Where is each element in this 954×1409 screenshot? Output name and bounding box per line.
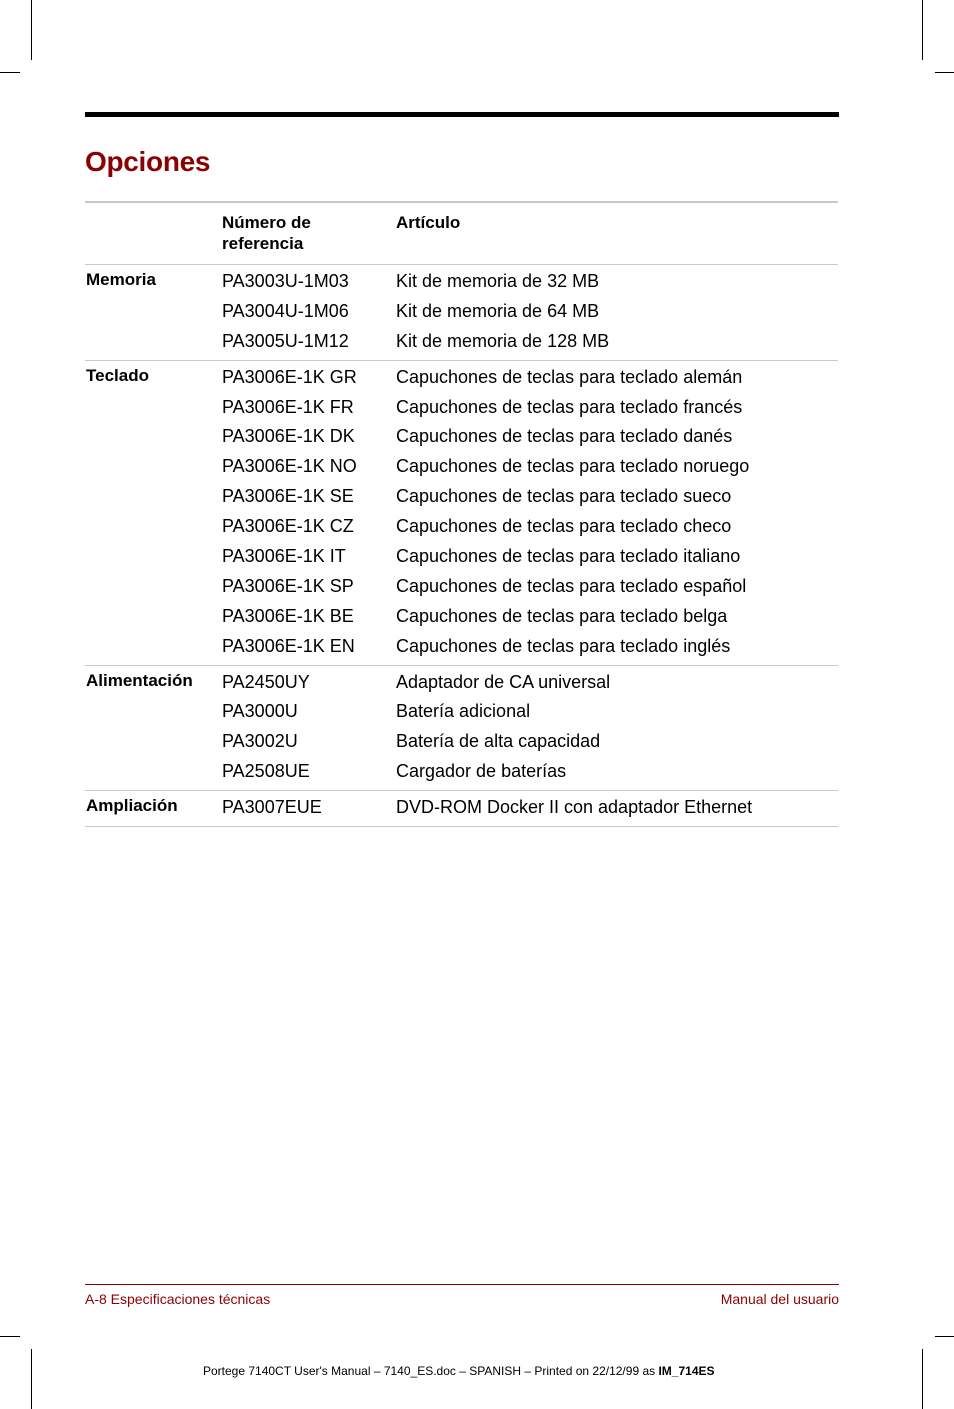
table-row	[85, 267, 838, 297]
crop-mark	[0, 72, 20, 73]
crop-mark	[31, 1349, 32, 1409]
article-cell: Kit de memoria de 64 MB	[396, 300, 600, 321]
table-row	[85, 572, 838, 602]
article-cell: Capuchones de teclas para teclado checo	[396, 516, 732, 537]
table-row	[85, 452, 838, 482]
table-group	[85, 791, 838, 827]
article-cell: Adaptador de CA universal	[396, 671, 611, 692]
ref-cell: PA3006E-1K CZ	[222, 516, 354, 537]
article-cell: Capuchones de teclas para teclado noruego	[396, 456, 750, 477]
ref-cell: PA3006E-1K NO	[222, 456, 357, 477]
table-row	[85, 512, 838, 542]
article-cell: Capuchones de teclas para teclado francés	[396, 396, 743, 417]
article-cell: Capuchones de teclas para teclado italiano	[396, 546, 741, 567]
table-group	[85, 265, 838, 361]
header-ref: Número de referencia	[222, 213, 311, 253]
print-line: Portege 7140CT User's Manual – 7140_ES.doc – SPANISH – Printed on 22/12/99 as	[203, 1364, 659, 1378]
top-rule	[85, 112, 839, 117]
ref-cell: PA2508UE	[222, 761, 310, 782]
table-group	[85, 666, 838, 792]
article-cell: Capuchones de teclas para teclado sueco	[396, 486, 732, 507]
table-row	[85, 602, 838, 632]
table-body	[85, 265, 838, 827]
article-cell: DVD-ROM Docker II con adaptador Ethernet	[396, 797, 753, 818]
table-row	[85, 632, 838, 662]
table-header	[85, 201, 838, 265]
article-cell: Batería adicional	[396, 701, 531, 722]
page-title: Opciones	[85, 146, 211, 177]
table-row	[85, 668, 838, 698]
ref-cell: PA3006E-1K SE	[222, 486, 354, 507]
ref-cell: PA3002U	[222, 731, 298, 752]
table-row	[85, 482, 838, 512]
print-info	[203, 1364, 715, 1378]
article-cell: Cargador de baterías	[396, 761, 567, 782]
ref-cell: PA3005U-1M12	[222, 330, 349, 351]
footer-section: A-8 Especificaciones técnicas	[85, 1291, 271, 1307]
group-name: Ampliación	[86, 796, 178, 816]
article-cell: Capuchones de teclas para teclado inglés	[396, 635, 731, 656]
options-table	[85, 201, 838, 827]
crop-mark	[935, 1336, 954, 1337]
crop-mark	[922, 1349, 923, 1409]
ref-cell: PA3006E-1K EN	[222, 635, 355, 656]
article-cell: Kit de memoria de 128 MB	[396, 330, 610, 351]
ref-cell: PA3006E-1K DK	[222, 426, 355, 447]
crop-mark	[922, 0, 923, 60]
article-cell: Kit de memoria de 32 MB	[396, 271, 600, 291]
ref-cell: PA3007EUE	[222, 797, 322, 818]
crop-mark	[935, 72, 954, 73]
table-row	[85, 297, 838, 327]
header-article: Artículo	[396, 213, 461, 232]
table-row	[85, 697, 838, 727]
table-row	[85, 793, 838, 823]
article-cell: Capuchones de teclas para teclado español	[396, 575, 747, 596]
group-name: Teclado	[86, 365, 149, 385]
ref-cell: PA3003U-1M03	[222, 271, 349, 291]
table-row	[85, 393, 838, 423]
group-name: Memoria	[86, 270, 156, 289]
article-cell: Capuchones de teclas para teclado alemán	[396, 366, 743, 387]
ref-cell: PA3006E-1K GR	[222, 366, 357, 387]
table-row	[85, 363, 838, 393]
ref-cell: PA3006E-1K FR	[222, 396, 354, 417]
table-row	[85, 422, 838, 452]
table-row	[85, 542, 838, 572]
ref-cell: PA3006E-1K BE	[222, 605, 354, 626]
table-row	[85, 727, 838, 757]
footer-manual: Manual del usuario	[720, 1291, 839, 1307]
ref-cell: PA3006E-1K IT	[222, 546, 346, 567]
ref-cell: PA3004U-1M06	[222, 300, 349, 321]
ref-cell: PA3006E-1K SP	[222, 575, 354, 596]
table-row	[85, 327, 838, 357]
article-cell: Capuchones de teclas para teclado danés	[396, 426, 733, 447]
print-code: IM_714ES	[658, 1364, 715, 1378]
crop-mark	[0, 1336, 20, 1337]
ref-cell: PA2450UY	[222, 671, 310, 692]
table-row	[85, 757, 838, 787]
article-cell: Batería de alta capacidad	[396, 731, 601, 752]
footer-rule	[85, 1284, 839, 1285]
table-group	[85, 361, 838, 666]
group-name: Alimentación	[86, 670, 193, 690]
crop-mark	[31, 0, 32, 60]
ref-cell: PA3000U	[222, 701, 298, 722]
article-cell: Capuchones de teclas para teclado belga	[396, 605, 728, 626]
